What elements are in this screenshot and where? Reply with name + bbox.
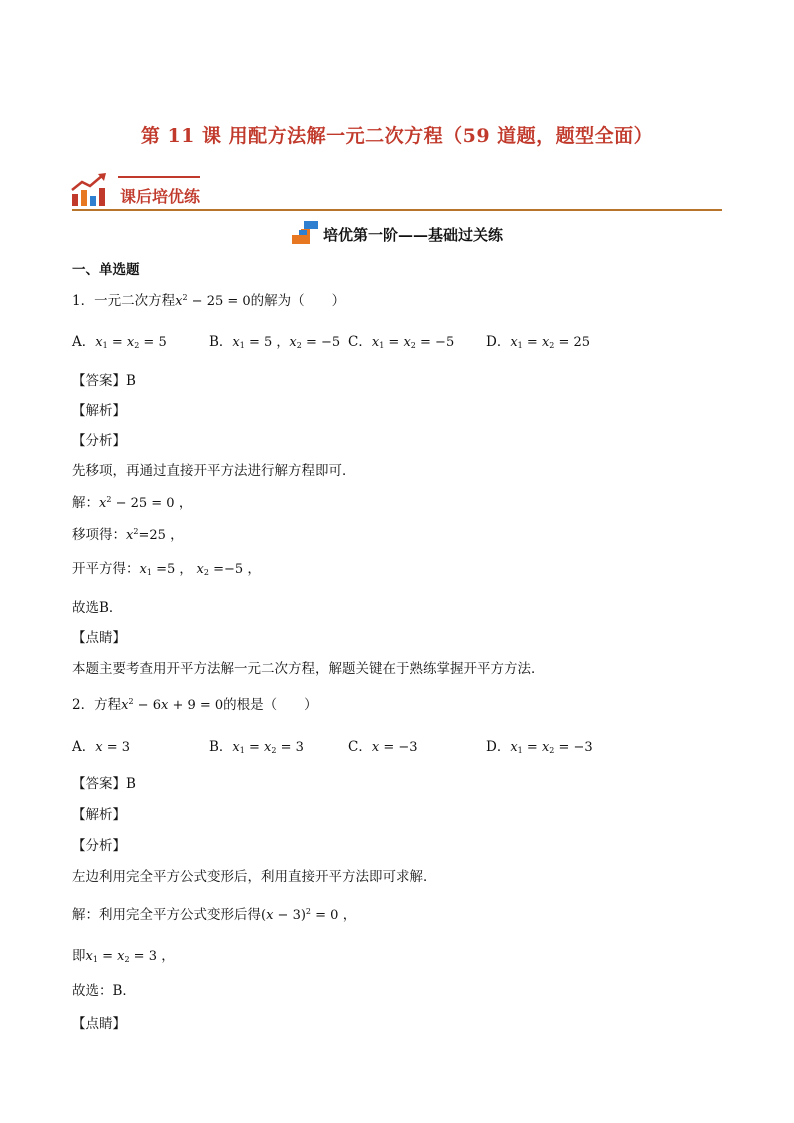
- q1-sol-2-prefix: 移项得：: [72, 527, 126, 543]
- q2-dianjing-label: 【点睛】: [72, 1016, 126, 1032]
- q1-conclusion: 故选B．: [72, 600, 123, 616]
- q1-fenxi-label: 【分析】: [72, 433, 126, 449]
- question-1-stem: [72, 289, 345, 309]
- q2-opt-a-label: A．: [72, 739, 96, 755]
- section-label: 课后培优练: [120, 187, 201, 206]
- q2-solution-step-1: 解：利用完全平方公式变形后得$(x - 3)^2 = 0$ ，: [72, 907, 357, 923]
- q1-comment: 本题主要考查用开平方法解一元二次方程，解题关键在于熟练掌握开平方方法．: [72, 661, 545, 677]
- q1-option-c: C．$x_1 = x_2 = -5$: [348, 334, 455, 350]
- section-divider: [72, 209, 722, 211]
- q1-opt-a-label: A．: [72, 334, 96, 350]
- q2-equation: $x^2 - 6x + 9 = 0$: [121, 697, 224, 713]
- q1-jiexi-label: 【解析】: [72, 403, 126, 419]
- q2-opt-c-label: C．: [348, 739, 372, 755]
- q1-stem-suffix: 的解为（ ）: [250, 293, 346, 309]
- q1-answer: 【答案】B: [72, 373, 136, 389]
- q2-analysis-text: 左边利用完全平方公式变形后，利用直接开平方法即可求解．: [72, 869, 437, 885]
- q2-conclusion: 故选：B．: [72, 983, 136, 999]
- section-top-line: [118, 176, 200, 178]
- q1-stem-prefix: 1．一元二次方程: [72, 293, 176, 309]
- rising-bar-chart-icon: [70, 172, 108, 208]
- q1-opt-b-label: B．: [209, 334, 233, 350]
- q2-option-a: A．x = 3: [72, 739, 131, 755]
- q2-stem-prefix: 2．方程: [72, 697, 122, 713]
- q1-solution-step-3: 开平方得：$x_1 =5$ ， $x_2 =-5$ ，: [72, 561, 261, 577]
- q1-opt-c-label: C．: [348, 334, 372, 350]
- q2-opt-d-label: D．: [486, 739, 511, 755]
- q1-option-d: D．$x_1 = x_2 = 25$: [486, 334, 591, 350]
- q2-fenxi-label: 【分析】: [72, 838, 126, 854]
- q1-sol-1-prefix: 解：: [72, 495, 99, 511]
- q1-opt-d-label: D．: [486, 334, 511, 350]
- q2-option-d: D．$x_1 = x_2 = -3$: [486, 739, 593, 755]
- q2-solution-step-2: 即$x_1 = x_2 = 3$ ，: [72, 948, 175, 964]
- q2-answer: 【答案】B: [72, 776, 136, 792]
- q1-option-b: B．$x_1 = 5$ ，$x_2 = -5$: [209, 334, 341, 350]
- q1-option-a: A．$x_1 = x_2 = 5$: [72, 334, 167, 350]
- q1-solution-step-2: 移项得：$x^2=25$ ，: [72, 527, 184, 543]
- q2-option-b: B．$x_1 = x_2 = 3$: [209, 739, 304, 755]
- q1-equation: $x^2 - 25 = 0$: [175, 293, 251, 309]
- q1-solution-step-1: 解：$x^2 - 25 = 0$ ，: [72, 495, 193, 511]
- q2-sol-2-prefix: 即: [72, 948, 86, 964]
- level-heading: [0, 220, 794, 246]
- stair-steps-icon: [291, 220, 319, 246]
- question-2-stem: [72, 693, 318, 713]
- q2-opt-b-label: B．: [209, 739, 233, 755]
- q2-option-c: C．x = −3: [348, 739, 418, 755]
- q1-dianjing-label: 【点睛】: [72, 630, 126, 646]
- q2-stem-suffix: 的根是（ ）: [223, 697, 318, 713]
- part-heading: 一、单选题: [72, 262, 140, 278]
- q1-sol-3-prefix: 开平方得：: [72, 561, 140, 577]
- level-title: 培优第一阶——基础过关练: [322, 226, 503, 244]
- q2-jiexi-label: 【解析】: [72, 807, 126, 823]
- q2-sol-1-prefix: 解：利用完全平方公式变形后得: [72, 907, 261, 923]
- q1-analysis-text: 先移项，再通过直接开平方法进行解方程即可．: [72, 463, 356, 479]
- page-title: 第 11 课 用配方法解一元二次方程（59 道题，题型全面）: [140, 125, 654, 147]
